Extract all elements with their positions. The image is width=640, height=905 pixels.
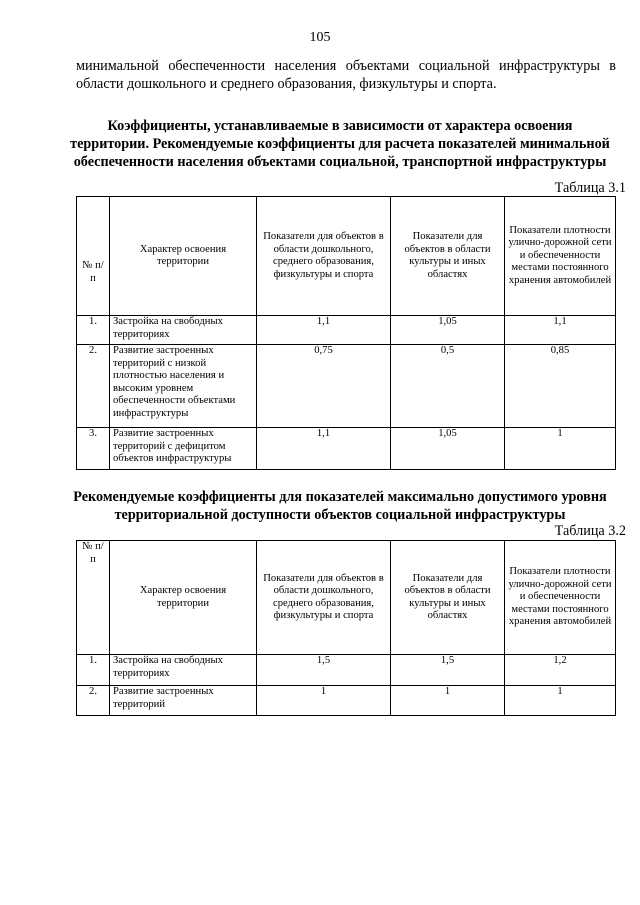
row-number: 3.	[77, 428, 110, 470]
row-value-education: 0,75	[257, 345, 391, 428]
row-value-education: 1,5	[257, 655, 391, 686]
row-number: 2.	[77, 686, 110, 716]
row-territory-type: Развитие застроенных территорий с низкой плотностью населения и высоким уровнем обеспеченности объектами инфраструктуры	[110, 345, 257, 428]
section-1-heading: Коэффициенты, устанавливаемые в зависимости от характера освоения территории. Рекомендуемые коэффициенты для расчета показателей минимальной обеспеченности населения объектами социальной, транспортной инфраструктуры	[70, 118, 610, 170]
table-header-row	[77, 197, 616, 316]
row-value-education: 1,1	[257, 428, 391, 470]
table-row	[77, 655, 616, 686]
row-territory-type: Застройка на свободных территориях	[110, 316, 257, 345]
header-number: № п/п	[77, 541, 110, 655]
header-education-sport: Показатели для объектов в области дошкольного, среднего образования, физкультуры и спорта	[257, 197, 391, 316]
row-number: 2.	[77, 345, 110, 428]
row-value-roads: 1	[505, 686, 616, 716]
table-row	[77, 686, 616, 716]
row-value-roads: 1,1	[505, 316, 616, 345]
table-3-1	[76, 196, 616, 470]
row-value-culture: 0,5	[391, 345, 505, 428]
header-roads-parking: Показатели плотности улично-дорожной сети и обеспеченности местами постоянного хранения автомобилей	[505, 197, 616, 316]
row-value-roads: 0,85	[505, 345, 616, 428]
row-number: 1.	[77, 316, 110, 345]
header-territory-type: Характер освоения территории	[110, 541, 257, 655]
row-territory-type: Развитие застроенных территорий с дефицитом объектов инфраструктуры	[110, 428, 257, 470]
header-number: № п/п	[77, 197, 110, 316]
page-number: 105	[309, 30, 331, 45]
table-row	[77, 345, 616, 428]
table-row	[77, 316, 616, 345]
section-2-heading: Рекомендуемые коэффициенты для показателей максимально допустимого уровня территориальной доступности объектов социальной инфраструктуры	[73, 489, 607, 523]
header-roads-parking: Показатели плотности улично-дорожной сети и обеспеченности местами постоянного хранения автомобилей	[505, 541, 616, 655]
row-number: 1.	[77, 655, 110, 686]
row-value-education: 1,1	[257, 316, 391, 345]
table-3-2	[76, 540, 616, 716]
table-3-2-label: Таблица 3.2	[554, 523, 626, 539]
header-education-sport: Показатели для объектов в области дошкольного, среднего образования, физкультуры и спорта	[257, 541, 391, 655]
row-value-roads: 1,2	[505, 655, 616, 686]
row-value-education: 1	[257, 686, 391, 716]
row-value-culture: 1	[391, 686, 505, 716]
row-territory-type: Застройка на свободных территориях	[110, 655, 257, 686]
row-value-culture: 1,5	[391, 655, 505, 686]
table-header-row	[77, 541, 616, 655]
header-culture: Показатели для объектов в области культуры и иных областях	[391, 541, 505, 655]
intro-paragraph: минимальной обеспеченности населения объектами социальной инфраструктуры в области дошкольного и среднего образования, физкультуры и спорта.	[76, 58, 616, 92]
row-value-culture: 1,05	[391, 428, 505, 470]
table-3-1-label: Таблица 3.1	[554, 180, 626, 196]
row-value-roads: 1	[505, 428, 616, 470]
row-territory-type: Развитие застроенных территорий	[110, 686, 257, 716]
table-row	[77, 428, 616, 470]
header-territory-type: Характер освоения территории	[110, 197, 257, 316]
row-value-culture: 1,05	[391, 316, 505, 345]
header-culture: Показатели для объектов в области культуры и иных областях	[391, 197, 505, 316]
